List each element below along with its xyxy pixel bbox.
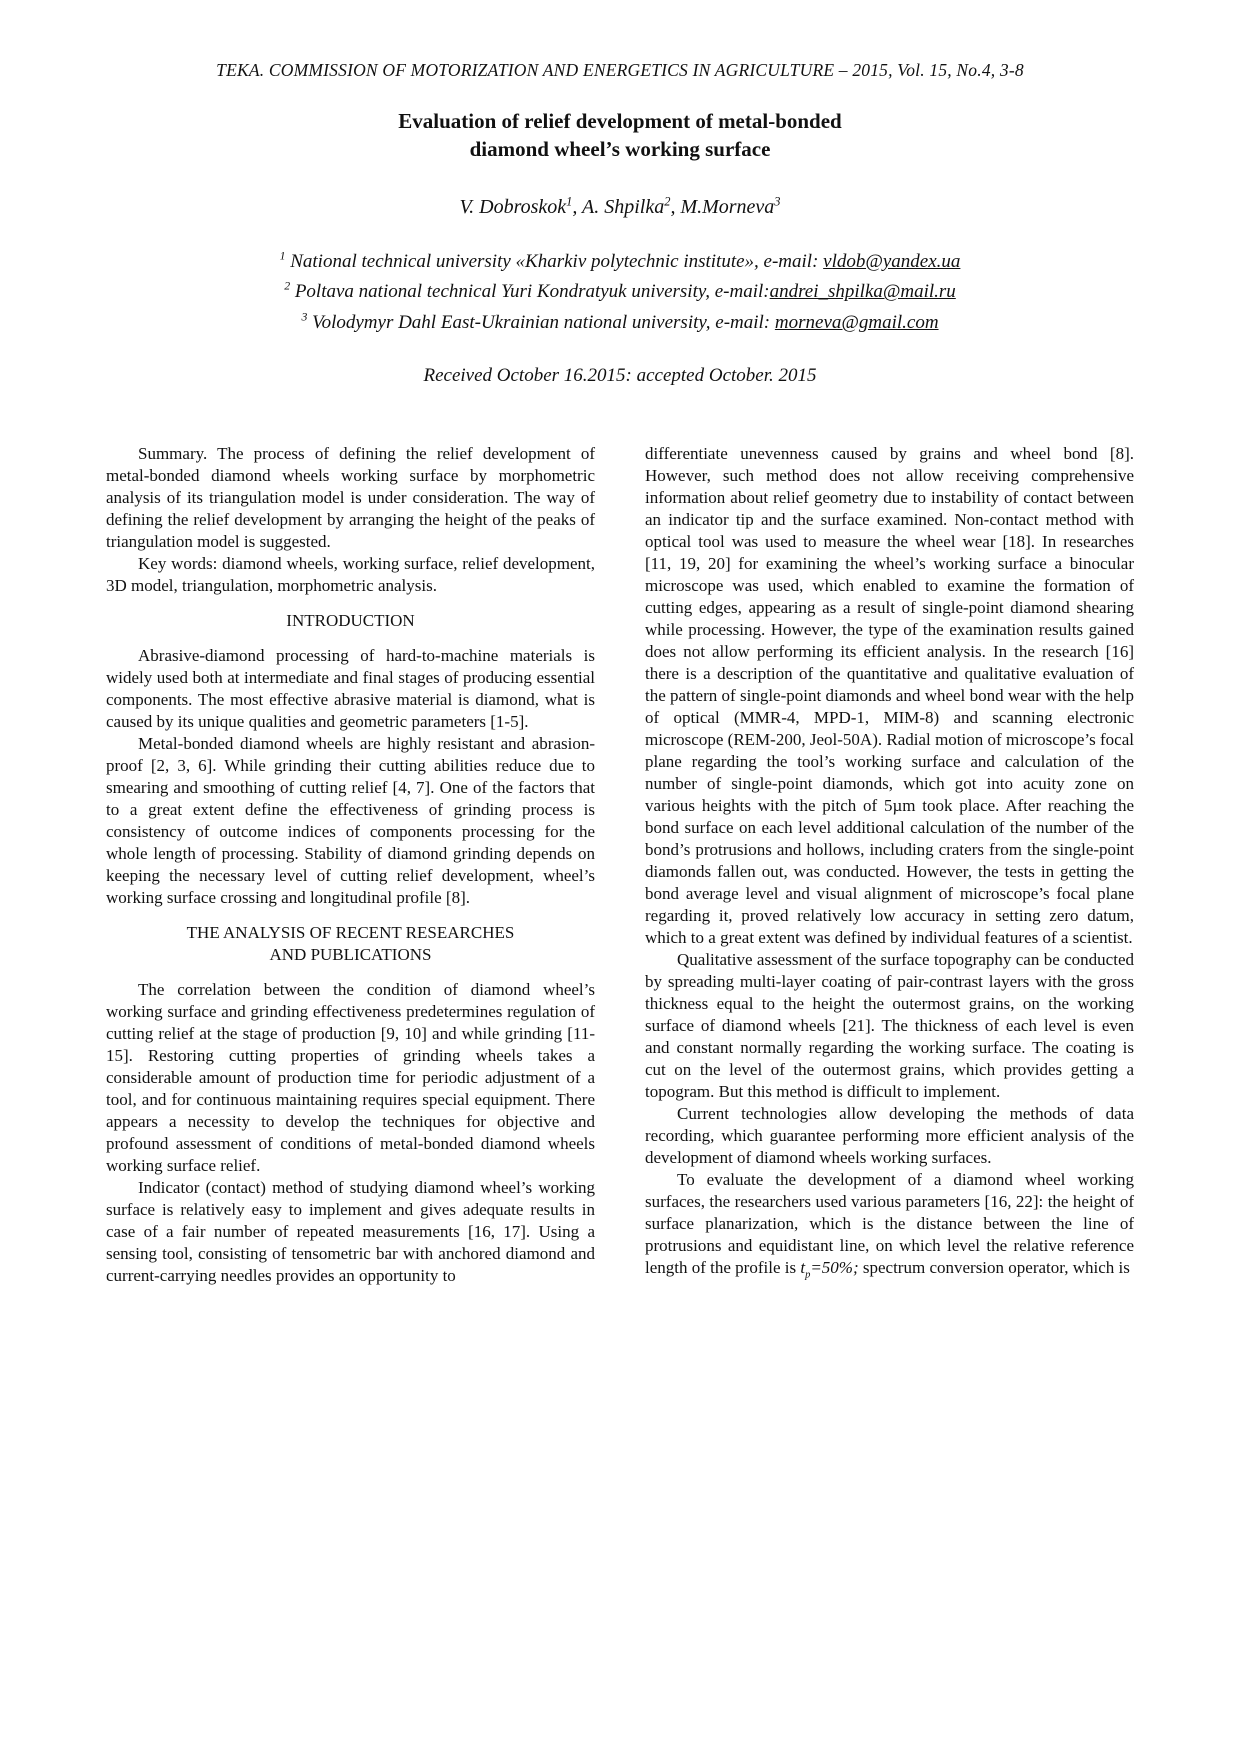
affiliation-text: Poltava national technical Yuri Kondratyuk university, e-mail: [290,281,770,303]
paper-title-line2: diamond wheel’s working surface [469,137,771,162]
affiliation-2 [106,277,1134,308]
email-link[interactable]: morneva@gmail.com [774,312,939,334]
column-right [645,443,1134,1287]
author-3 [680,196,780,218]
paragraph: Abrasive-diamond processing of hard-to-machine materials is widely used both at intermediate and final stages of producing essential components. The most effective abrasive material is diamond, what is caused by its unique qualities and geometric parameters [1-5]. [106,645,595,731]
section-heading-analysis [106,922,595,966]
paragraph-text: To evaluate the development of a diamond wheel working surfaces, the researchers used various parameters [16, 22]: the height of surface planarization, which is the distance between the line of protrusions and equidistant line, on which level the relative reference length of the profile is [645,1169,1134,1277]
received-accepted-line: Received October 16.2015: accepted October. 2015 [423,364,817,386]
author-1 [460,196,583,218]
tp-formula [800,1257,859,1281]
keywords-paragraph: Key words: diamond wheels, working surface, relief development, 3D model, triangulation, morphometric analysis. [106,553,595,595]
affiliation-1 [106,247,1134,278]
affiliation-text: Volodymyr Dahl East-Ukrainian national university, e-mail: [307,312,775,334]
author-name: V. Dobroskok [459,195,567,218]
affiliation-superscript: 3 [301,310,308,324]
summary-paragraph: Summary. The process of defining the relief development of metal-bonded diamond wheels working surface by morphometric analysis of its triangulation model is under consideration. The way of defining the relief development by arranging the height of the peaks of triangulation model is suggested. [106,443,595,551]
paragraph-text: spectrum conversion operator, which is [858,1257,1130,1277]
section-heading-line2: AND PUBLICATIONS [269,944,432,964]
formula-symbol: t [800,1257,806,1277]
body-columns [106,443,1134,1287]
section-heading-line1: THE ANALYSIS OF RECENT RESEARCHES [186,922,515,942]
formula-value: =50%; [810,1257,859,1277]
section-heading-introduction: INTRODUCTION [286,610,415,630]
author-name: M.Morneva [680,195,775,218]
email-link[interactable]: andrei_shpilka@mail.ru [769,281,956,303]
author-superscript: 2 [664,194,671,209]
formula-subscript: p [805,1269,811,1281]
affiliations-block [106,247,1134,339]
paragraph: differentiate unevenness caused by grains and wheel bond [8]. However, such method does not allow receiving comprehensive information about relief geometry due to instability of contact between an indicator tip and the surface examined. Non-contact method with optical tool was used to measure the wheel wear [18]. In researches [11, 19, 20] for examining the wheel’s working surface a binocular microscope was used, which enabled to examine the formation of cutting edges, appearing as a result of single-point diamond shearing while processing. However, the type of the examination results gained does not allow performing its efficient analysis. In the research [16] there is a description of the quantitative and qualitative evaluation of the pattern of single-point diamonds and wheel bond wear with the help of optical (MMR-4, MPD-1, MIM-8) and scanning electronic microscope (REM-200, Jeol-50A). Radial motion of microscope’s focal plane regarding the tool’s working surface and calculation of the number of single-point diamonds, which got into acuity zone on various heights with the pitch of 5µm took place. After reaching the bond surface on each level additional calculation of the number of the bond’s protrusions and hollows, including craters from the single-point diamonds fallen out, was conducted. However, the tests in getting the bond average level and visual alignment of microscope’s focal plane regarding it, proved relatively low accuracy in setting zero datum, which to a great extent was defined by individual features of a scientist. [645,443,1134,947]
column-left [106,443,595,1287]
paragraph: The correlation between the condition of diamond wheel’s working surface and grinding effectiveness predetermines regulation of cutting relief at the stage of production [9, 10] and while grinding [11-15]. Restoring cutting properties of grinding wheels takes a considerable amount of production time for periodic adjustment of a tool, and for continuous maintaining requires special equipment. There appears a necessity to develop the techniques for objective and profound assessment of conditions of metal-bonded diamond wheels working surface relief. [106,979,595,1175]
paragraph: Qualitative assessment of the surface topography can be conducted by spreading multi-layer coating of pair-contrast layers with the gross thickness equal to the height the outermost grains, on the working surface of diamond wheels [21]. The thickness of each level is even and constant normally regarding the working surface. The coating is cut on the level of the outermost grains, which provides getting a topogram. But this method is difficult to implement. [645,949,1134,1101]
affiliation-superscript: 1 [279,249,286,263]
affiliation-superscript: 2 [284,280,291,294]
authors-line [106,196,1134,219]
paper-title [106,107,1134,164]
paragraph: Current technologies allow developing the methods of data recording, which guarantee performing more efficient analysis of the development of diamond wheels working surfaces. [645,1103,1134,1167]
author-separator: , [572,195,583,218]
journal-header: TEKA. COMMISSION OF MOTORIZATION AND ENERGETICS IN AGRICULTURE – 2015, Vol. 15, No.4, 3-8 [216,60,1024,80]
paragraph: Indicator (contact) method of studying diamond wheel’s working surface is relatively easy to implement and gives adequate results in case of a fair number of repeated measurements [16, 17]. Using a sensing tool, consisting of tensometric bar with anchored diamond and current-carrying needles provides an opportunity to [106,1177,595,1285]
author-name: A. Shpilka [582,195,665,218]
paragraph-with-formula [645,1169,1134,1279]
author-2 [582,196,680,218]
email-link[interactable]: vldob@yandex.ua [823,250,961,272]
author-superscript: 3 [774,194,781,209]
paragraph: Metal-bonded diamond wheels are highly resistant and abrasion-proof [2, 3, 6]. While grinding their cutting abilities reduce due to smearing and smoothing of cutting relief [4, 7]. One of the factors that to a great extent define the effectiveness of grinding process is consistency of outcome indices of components processing for the whole length of processing. Stability of diamond grinding depends on keeping the necessary level of cutting relief development, wheel’s working surface crossing and longitudinal profile [8]. [106,733,595,907]
author-superscript: 1 [566,194,573,209]
affiliation-text: National technical university «Kharkiv polytechnic institute», e-mail: [285,250,824,272]
paper-title-line1: Evaluation of relief development of metal-bonded [398,109,842,133]
author-separator: , [670,195,681,218]
affiliation-3 [106,308,1134,339]
